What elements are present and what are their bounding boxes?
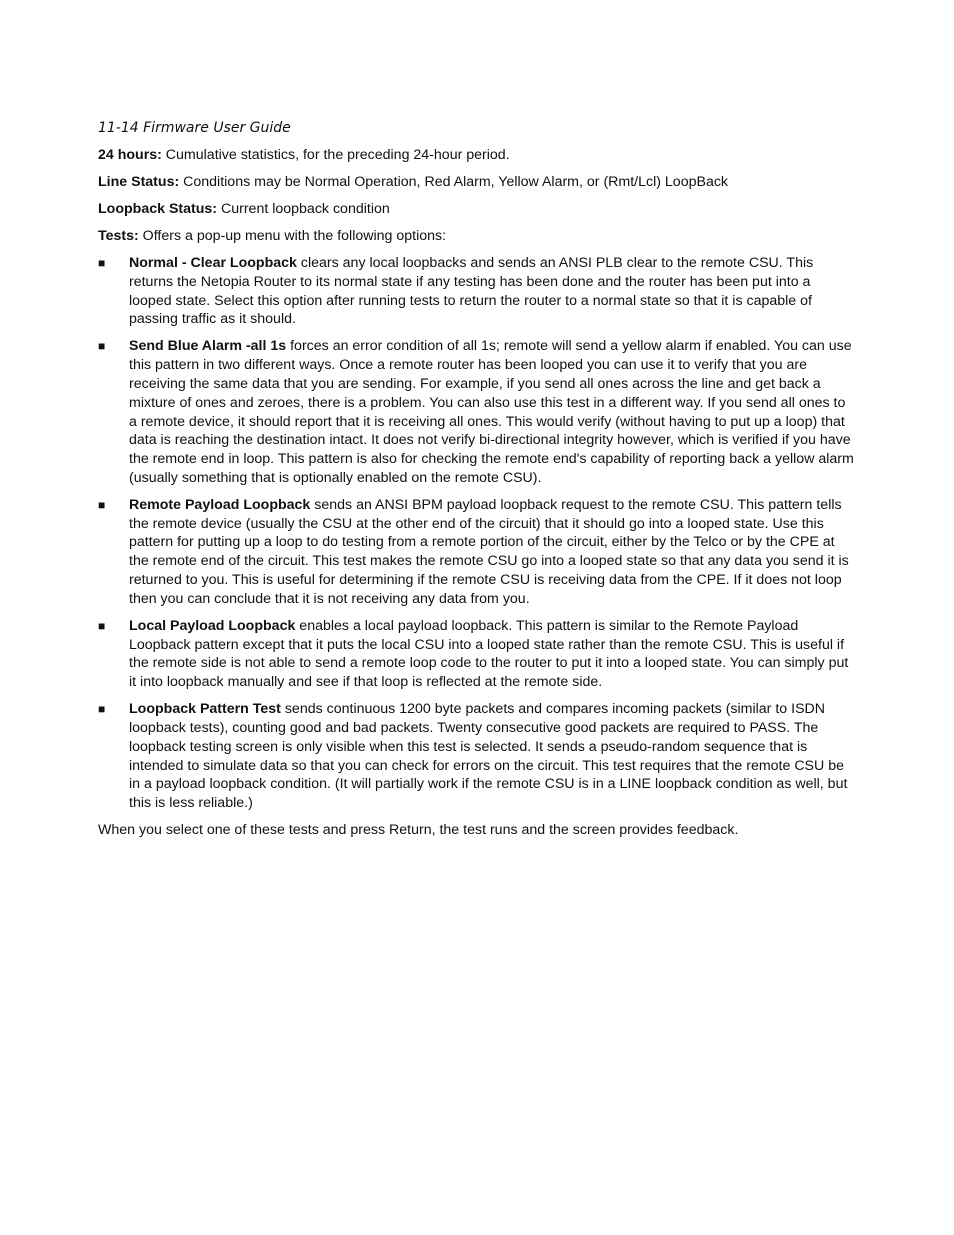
definition-term: Tests: <box>98 227 139 244</box>
option-term: Remote Payload Loopback <box>129 496 311 513</box>
definition-text: Conditions may be Normal Operation, Red Alarm, Yellow Alarm, or (Rmt/Lcl) LoopBack <box>179 173 729 190</box>
option-send-blue-alarm <box>98 337 856 487</box>
option-normal-clear-loopback <box>98 254 856 329</box>
document-page <box>98 118 856 848</box>
option-text: sends an ANSI BPM payload loopback request to the remote CSU. This pattern tells the remote device (usually the CSU at the other end of the circuit) that it should go into a looped state. Use this pattern for putting up a loop to do testing from a remote portion of the circuit, either by the Telco or by the CPE at the remote end of the circuit. This test makes the remote CSU go into a looped state so that any data you send it is returned to you. This is useful for determining if the remote CSU is receiving data from the CPE. If it does not loop then you can conclude that it is not receiving any data from you. <box>129 496 849 607</box>
closing-paragraph: When you select one of these tests and press Return, the test runs and the screen provides feedback. <box>98 822 739 839</box>
definition-term: 24 hours: <box>98 147 162 163</box>
option-loopback-pattern-test <box>98 700 856 813</box>
option-term: Loopback Pattern Test <box>129 701 281 718</box>
definition-line-status <box>98 173 856 192</box>
running-header: 11-14 Firmware User Guide <box>98 120 291 136</box>
option-text: forces an error condition of all 1s; remote will send a yellow alarm if enabled. You can use this pattern in two different ways. Once a remote router has been looped you can use it to verify that you are receiving the same data that you are sending. For example, if you send all ones across the line and get back a mixture of ones and zeroes, there is a problem. You can also use this test in a different way. If you send all ones to a remote device, it should report that it is receiving all ones. This would verify (without having to put up a loop) that data is reaching the destination intact. It does not verify bi-directional integrity however, which is verified if you have the remote end in loop. This pattern is also for checking the remote end's capability of reporting back a yellow alarm (usually something that is optionally enabled on the remote CSU). <box>129 338 854 486</box>
square-bullet-icon: ■ <box>98 618 106 633</box>
option-remote-payload-loopback <box>98 496 856 609</box>
definition-text: Offers a pop-up menu with the following options: <box>138 227 447 244</box>
definition-text: Current loopback condition <box>217 200 390 217</box>
option-text: enables a local payload loopback. This pattern is similar to the Remote Payload Loopback pattern except that it puts the local CSU into a looped state rather than the remote CSU. This is useful if the remote side is not able to send a remote loop code to the router to put it into a looped state. You can simply put it into loopback manually and see if that loop is reflected at the remote side. <box>129 617 849 691</box>
option-text: sends continuous 1200 byte packets and compares incoming packets (similar to ISDN loopback tests), counting good and bad packets. Twenty consecutive good packets are required to PASS. The loopback testing screen is only visible when this test is selected. It sends a pseudo-random sequence that is intended to simulate data so that you can check for errors on the circuit. This test requires that the remote CSU be in a payload loopback condition. (It will partially work if the remote CSU is in a LINE loopback condition as well, but this is less reliable.) <box>129 701 848 812</box>
definition-loopback-status <box>98 200 856 219</box>
option-text: clears any local loopbacks and sends an ANSI PLB clear to the remote CSU. This returns the Netopia Router to its normal state if any testing has been done and the router has been put into a looped state. Select this option after running tests to return the router to a normal state so that it is capable of passing traffic as it should. <box>129 254 814 328</box>
option-local-payload-loopback <box>98 617 856 692</box>
definition-text: Cumulative statistics, for the preceding 24-hour period. <box>161 147 510 163</box>
square-bullet-icon: ■ <box>98 702 106 717</box>
definition-24-hours <box>98 146 856 165</box>
definition-term: Line Status: <box>98 173 180 190</box>
square-bullet-icon: ■ <box>98 497 106 512</box>
definition-term: Loopback Status: <box>98 200 218 217</box>
option-term: Local Payload Loopback <box>129 617 296 634</box>
square-bullet-icon: ■ <box>98 255 106 270</box>
option-term: Normal - Clear Loopback <box>129 254 297 271</box>
test-options-list <box>98 254 856 813</box>
option-term: Send Blue Alarm -all 1s <box>129 338 287 355</box>
definition-tests <box>98 227 856 246</box>
square-bullet-icon: ■ <box>98 339 106 354</box>
